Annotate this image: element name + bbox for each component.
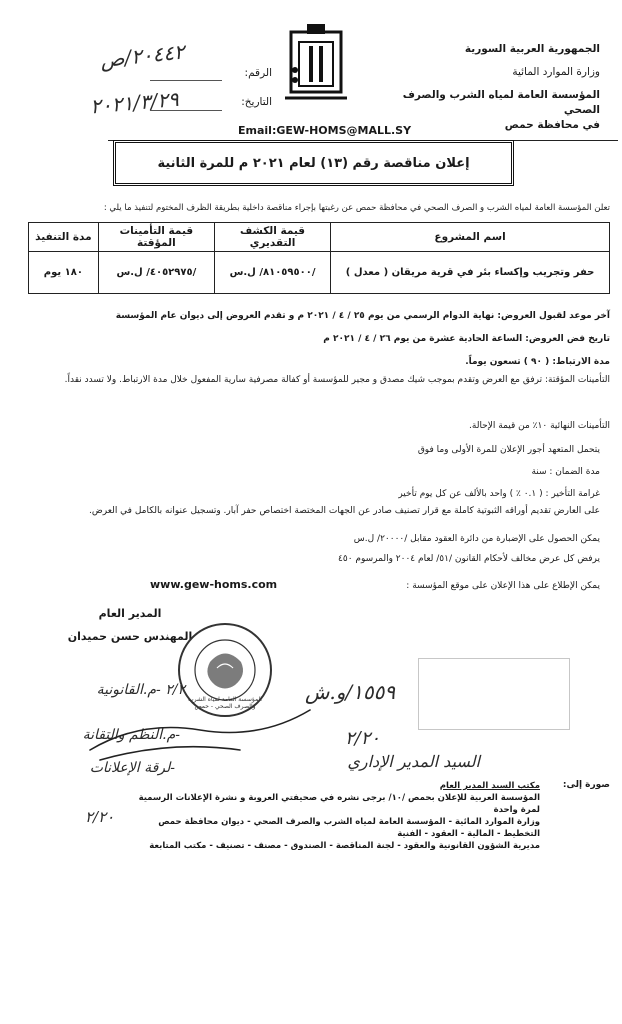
temp-insurance-text: التأمينات المؤقتة: ترفق مع العرض وتقدم بموجب شيك مصدق و مجير للمؤسسة أو كفالة مصرفية سارية المفعول خلال مدة الارتباط. ولا تسدد نقداً. <box>64 375 610 385</box>
ref-underline <box>150 80 222 81</box>
table-row <box>29 252 610 294</box>
commitment-text: مدة الارتباط: ( ٩٠ ) تسعون يوماً. <box>465 357 610 367</box>
cell-insurance: /٤٠٥٢٩٧٥/ ل.س <box>98 252 214 294</box>
signature-scribble <box>80 690 340 770</box>
institution-name: المؤسسة العامة لمياه الشرب والصرف الصحي <box>402 89 600 116</box>
bullet-2: مدة الضمان : سنة <box>531 467 600 477</box>
signature-title: المدير العام <box>98 607 162 620</box>
received-stamp <box>418 658 570 730</box>
handwritten-note-2: -م.النظم والتقانة <box>82 727 180 743</box>
bullet-5: يمكن الحصول على الإضبارة من دائرة العقود مقابل /٢٠٠٠٠/ ل.س <box>353 534 600 544</box>
copies-label: صورة إلى: <box>562 780 610 790</box>
date-label: التاريخ: <box>241 96 272 108</box>
handwritten-note-3: -لرقة الإعلانات <box>89 760 175 776</box>
handwritten-center-date: ٢/٢٠ <box>345 728 381 749</box>
governorate-name: في محافظة حمص <box>504 119 600 131</box>
ref-label: الرقم: <box>244 67 272 79</box>
ministry-name: وزارة الموارد المائية <box>512 66 600 78</box>
bullet-4: على العارض تقديم أوراقه الثبوتية كاملة مع قرار تصنيف صادر عن الجهات المختصة اختصاص حفر آبار. وتسجيل عنوانه بالكامل في العرض. <box>89 506 600 516</box>
deadline-text: آخر موعد لقبول العروض: نهاية الدوام الرسمي من يوم ٢٥ / ٤ / ٢٠٢١ م و تقدم العروض إلى ديوان عام المؤسسة <box>115 311 610 321</box>
col-insurance: قيمة التأمينات المؤقتة <box>98 223 214 252</box>
bullet-1: يتحمل المتعهد أجور الإعلان للمرة الأولى وما فوق <box>417 445 600 455</box>
country-name: الجمهورية العربية السورية <box>464 43 600 55</box>
bullet-6: يرفض كل عرض مخالف لأحكام القانون /٥١/ لعام ٢٠٠٤ والمرسوم ٤٥٠ <box>338 554 600 564</box>
copies-list <box>120 780 540 852</box>
cell-project: حفر وتجريب وإكساء بئر في قرية مريقان ( معدل ) <box>331 252 610 294</box>
copy-line-3: وزارة الموارد المائية - المؤسسة العامة لمياه الشرب والصرف الصحي - ديوان محافظة حمص التخطيط - المالية - العقود - الفنية <box>158 817 540 839</box>
intro-text: تعلن المؤسسة العامة لمياه الشرب و الصرف الصحي في محافظة حمص عن رغبتها بإجراء مناقصة داخلية بطريقة الظرف المختوم لتنفيذ ما يلي : <box>103 203 610 213</box>
copy-line-1: مكتب السيد المدير العام <box>439 781 540 791</box>
handwritten-date: ٢٠٢١/٣/٢٩ <box>89 86 180 119</box>
header-block <box>375 42 600 133</box>
email: Email:GEW-HOMS@MALL.SY <box>238 124 412 137</box>
handwritten-note-4: ٢/٢٠ <box>85 808 115 826</box>
announcement-title: إعلان مناقصة رقم (١٣) لعام ٢٠٢١ م للمرة الثانية <box>157 155 470 171</box>
date-underline <box>150 110 222 111</box>
handwritten-sign: السيد المدير الإداري <box>347 752 480 771</box>
col-duration: مدة التنفيذ <box>29 223 99 252</box>
signature-name: المهندس حسن حميدان <box>67 630 193 643</box>
handwritten-ref: ٢٠٤٤٢/ص <box>99 39 186 73</box>
col-estimate: قيمة الكشف التقديري <box>214 223 330 252</box>
opening-text: تاريخ فض العروض: الساعة الحادية عشرة من يوم ٢٦ / ٤ / ٢٠٢١ م <box>323 334 610 344</box>
handwritten-number: ١٥٥٩/و.ش <box>305 680 396 704</box>
tender-table <box>28 222 610 294</box>
cell-estimate: /٨١٠٥٩٥٠٠/ ل.س <box>214 252 330 294</box>
institution-logo <box>285 22 347 106</box>
handwritten-note-1: ٢/٢ -م.القانونية <box>96 682 185 698</box>
stamp-text: المؤسسة العامة لمياه الشرب والصرف الصحي - حمص <box>188 696 262 710</box>
title-box <box>113 140 514 186</box>
cell-duration: ١٨٠ يوم <box>29 252 99 294</box>
website-link[interactable]: www.gew-homs.com <box>150 578 278 591</box>
bullet-7: يمكن الإطلاع على هذا الإعلان على موقع المؤسسة : <box>406 581 600 591</box>
table-header-row <box>29 223 610 252</box>
final-insurance-text: التأمينات النهائية ١٠٪ من قيمة الإحالة. <box>469 421 610 431</box>
copy-line-4: مديرية الشؤون القانونية والعقود - لجنة المناقصة - الصندوق - مصنف - تصنيف - مكتب المتابعة <box>149 841 540 851</box>
col-project: اسم المشروع <box>331 223 610 252</box>
copy-line-2: المؤسسة العربية للإعلان بحمص /١٠/ برجى نشره في صحيفتي العروبة و نشرة الإعلانات الرسمية لمرة واحدة <box>138 793 540 815</box>
bullet-3: غرامة التأخير : ( ٠.١ ٪ ) واحد بالألف عن كل يوم تأخير <box>398 489 600 499</box>
